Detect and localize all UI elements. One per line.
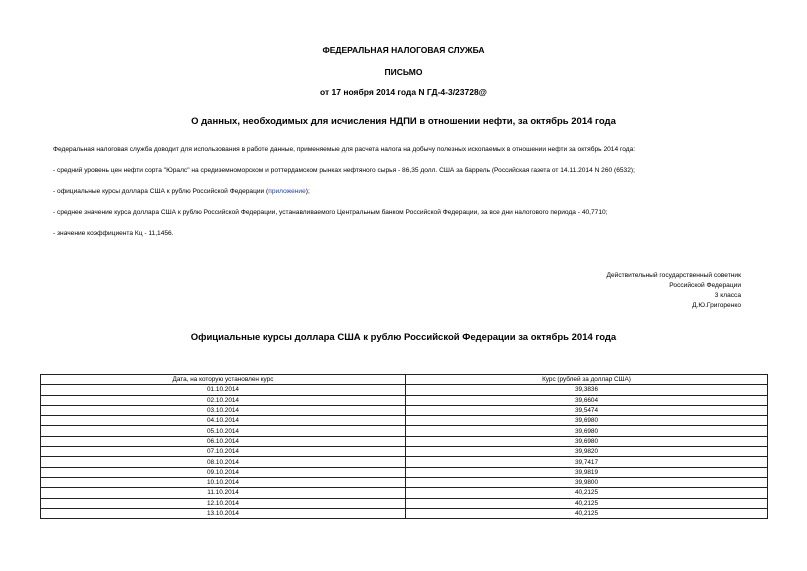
date-cell: 10.10.2014 — [41, 477, 406, 487]
date-cell: 12.10.2014 — [41, 498, 406, 508]
table-row — [41, 385, 768, 395]
average-rate-item: - среднее значение курса доллара США к рублю Российской Федерации, устанавливаемого Центральным банком Российской Федерации, за все дни налогового периода - 40,7710; — [53, 209, 608, 216]
rate-cell: 40,2125 — [406, 488, 768, 498]
rate-cell: 40,2125 — [406, 508, 768, 518]
table-row — [41, 467, 768, 477]
document-reference: от 17 ноября 2014 года N ГД-4-3/23728@ — [320, 87, 487, 97]
date-cell: 06.10.2014 — [41, 436, 406, 446]
table-row — [41, 477, 768, 487]
date-cell: 01.10.2014 — [41, 385, 406, 395]
agency-title: ФЕДЕРАЛЬНАЯ НАЛОГОВАЯ СЛУЖБА — [322, 45, 485, 55]
document-type: ПИСЬМО — [384, 67, 423, 77]
coefficient-item: - значение коэффициента Кц - 11,1456. — [53, 230, 174, 237]
table-header-row — [41, 375, 768, 385]
column-header-date: Дата, на которую установлен курс — [41, 375, 406, 385]
date-cell: 07.10.2014 — [41, 447, 406, 457]
rate-cell: 39,6980 — [406, 436, 768, 446]
table-row — [41, 447, 768, 457]
exchange-rates-item — [53, 188, 773, 195]
table-title: Официальные курсы доллара США к рублю Российской Федерации за октябрь 2014 года — [190, 332, 617, 343]
rate-cell: 39,6980 — [406, 426, 768, 436]
rate-cell: 40,2125 — [406, 498, 768, 508]
signature-block — [607, 271, 741, 311]
rate-cell: 39,9800 — [406, 477, 768, 487]
table-row — [41, 426, 768, 436]
signer-class: 3 класса — [714, 292, 741, 299]
exchange-rates-item-suffix: ); — [305, 188, 310, 195]
table-row — [41, 416, 768, 426]
column-header-rate: Курс (рублей за доллар США) — [406, 375, 768, 385]
table-row — [41, 395, 768, 405]
table-row — [41, 488, 768, 498]
date-cell: 05.10.2014 — [41, 426, 406, 436]
date-cell: 13.10.2014 — [41, 508, 406, 518]
urals-price-item: - средний уровень цен нефти сорта "Юралс" на средиземноморском и роттердамском рынках нефтяного сырья - 86,35 долл. США за баррель (Российская газета от 14.11.2014 N 260 (6532); — [53, 167, 635, 174]
table-row — [41, 436, 768, 446]
table-row — [41, 498, 768, 508]
table-row — [41, 457, 768, 467]
date-cell: 11.10.2014 — [41, 488, 406, 498]
rate-cell: 39,9819 — [406, 467, 768, 477]
rate-cell: 39,6980 — [406, 416, 768, 426]
date-cell: 03.10.2014 — [41, 405, 406, 415]
rate-cell: 39,9820 — [406, 447, 768, 457]
exchange-rates-item-prefix: - официальные курсы доллара США к рублю Российской Федерации ( — [53, 188, 269, 195]
document-subject: О данных, необходимых для исчисления НДПИ в отношении нефти, за октябрь 2014 года — [191, 116, 616, 127]
signer-name: Д.Ю.Григоренко — [692, 302, 741, 309]
rate-cell: 39,3836 — [406, 385, 768, 395]
date-cell: 04.10.2014 — [41, 416, 406, 426]
date-cell: 08.10.2014 — [41, 457, 406, 467]
rate-cell: 39,6604 — [406, 395, 768, 405]
signer-rank-country: Российской Федерации — [669, 282, 741, 289]
appendix-link[interactable]: приложение — [268, 188, 306, 195]
table-row — [41, 405, 768, 415]
date-cell: 09.10.2014 — [41, 467, 406, 477]
exchange-rates-table — [40, 374, 768, 519]
rate-cell: 39,5474 — [406, 405, 768, 415]
table-row — [41, 508, 768, 518]
intro-paragraph: Федеральная налоговая служба доводит для использования в работе данные, применяемые для расчета налога на добычу полезных ископаемых в отношении нефти за октябрь 2014 года: — [53, 146, 636, 153]
date-cell: 02.10.2014 — [41, 395, 406, 405]
rate-cell: 39,7417 — [406, 457, 768, 467]
signer-rank: Действительный государственный советник — [606, 272, 741, 279]
